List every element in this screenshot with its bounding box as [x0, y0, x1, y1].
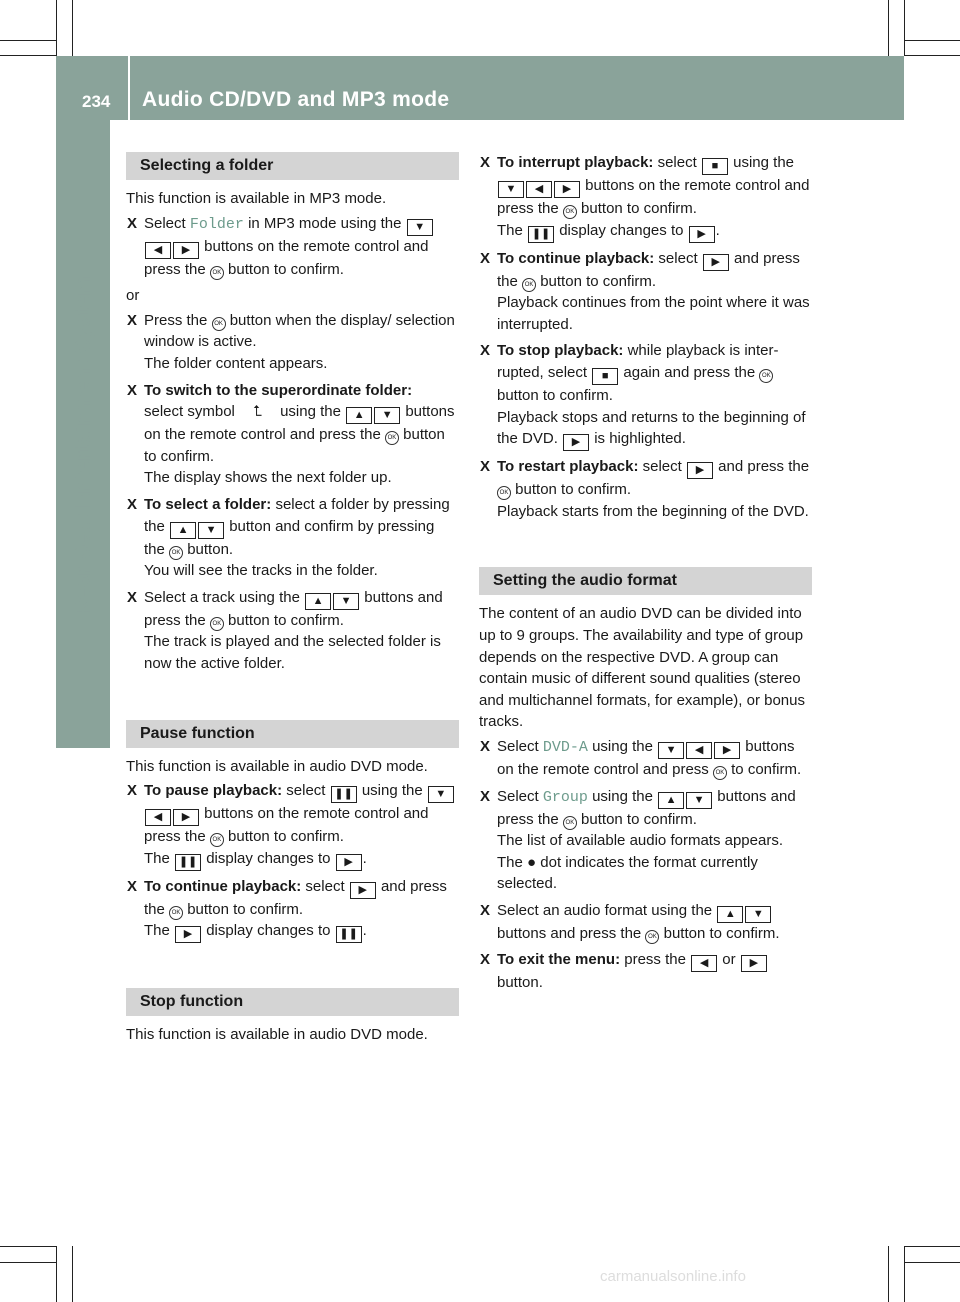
stop-key-icon: ■: [702, 158, 728, 175]
crop-mark: [904, 1246, 960, 1247]
right-key-icon: ▶: [554, 181, 580, 198]
step-text: while playback is interrupted, select: [497, 342, 779, 381]
step-title: To restart playback:: [497, 458, 639, 476]
play-key-icon: ▶: [350, 882, 376, 899]
step-result: The folder content appears.: [144, 354, 328, 372]
ok-button-icon: OK: [522, 278, 536, 292]
step-result: The list of available audio formats appears.: [497, 832, 783, 850]
pause-key-icon: ❚❚: [336, 926, 362, 943]
crop-mark: [0, 40, 56, 41]
down-key-icon: ▼: [745, 906, 771, 923]
page-number-box: [56, 56, 128, 120]
step-text: buttons and press the: [497, 924, 642, 942]
watermark: carmanualsonline.info: [600, 1268, 746, 1285]
side-section-title: Rear Seat Entertainment System: [70, 276, 95, 616]
crop-mark: [904, 40, 960, 41]
step-result: The display shows the next folder up.: [144, 469, 392, 487]
crop-mark: [888, 0, 889, 56]
step-result: The: [497, 853, 523, 871]
down-key-icon: ▼: [428, 786, 454, 803]
instruction-step: [479, 736, 812, 781]
play-key-icon: ▶: [689, 226, 715, 243]
dot-icon: ●: [527, 853, 537, 871]
step-marker-icon: X: [127, 782, 138, 800]
step-text: and press the: [144, 877, 447, 918]
play-key-icon: ▶: [175, 926, 201, 943]
step-text: select: [305, 877, 345, 895]
play-key-icon: ▶: [563, 434, 589, 451]
ok-button-icon: OK: [212, 317, 226, 331]
crop-mark: [72, 0, 73, 56]
ui-label: DVD-A: [542, 738, 588, 756]
left-key-icon: ◀: [691, 955, 717, 972]
step-text: Press the: [144, 311, 208, 329]
step-result: display changes to: [206, 922, 331, 940]
up-key-icon: ▲: [346, 407, 372, 424]
down-key-icon: ▼: [374, 407, 400, 424]
step-result: The: [144, 922, 170, 940]
up-key-icon: ▲: [170, 522, 196, 539]
crop-mark: [904, 1262, 960, 1263]
down-key-icon: ▼: [686, 792, 712, 809]
section-heading: Pause function: [126, 720, 459, 748]
instruction-step: [126, 494, 459, 582]
crop-mark: [56, 1246, 57, 1302]
section-intro: The content of an audio DVD can be divided into up to 9 groups. The availability and type of group depends on the respective DVD. A group can contain music of different sound qualities (stereo and multichannel formats, for example), or bonus tracks.: [479, 605, 805, 731]
step-result: display changes to: [559, 221, 684, 239]
step-text: button to confirm.: [515, 481, 632, 499]
crop-mark: [888, 1246, 889, 1302]
step-marker-icon: X: [480, 154, 491, 171]
step-title: To select a folder:: [144, 495, 272, 513]
step-text: or: [722, 951, 736, 969]
step-marker-icon: X: [480, 249, 491, 267]
crop-mark: [0, 1246, 56, 1247]
step-text: in MP3 mode using the: [248, 214, 402, 232]
step-result: The: [144, 849, 170, 867]
crop-mark: [72, 1246, 73, 1302]
crop-mark: [0, 1262, 56, 1263]
play-key-icon: ▶: [703, 254, 729, 271]
instruction-step: [479, 786, 812, 895]
instruction-step: [479, 340, 812, 451]
instruction-step: [126, 876, 459, 944]
right-key-icon: ▶: [173, 809, 199, 826]
ok-button-icon: OK: [210, 617, 224, 631]
step-marker-icon: X: [127, 495, 138, 513]
crop-mark: [904, 0, 905, 56]
ok-button-icon: OK: [210, 266, 224, 280]
crop-mark: [904, 1246, 905, 1302]
step-marker-icon: X: [480, 951, 491, 969]
step-result: Playback stops and returns to the beginning of the DVD.: [497, 408, 806, 448]
step-text: select symbol: [144, 403, 235, 421]
step-text: select: [658, 249, 698, 267]
pause-key-icon: ❚❚: [331, 786, 357, 803]
ok-button-icon: OK: [563, 205, 577, 219]
step-text: select a folder by pressing the: [144, 495, 450, 535]
section-intro: This function is available in audio DVD mode.: [126, 1026, 428, 1044]
step-result: The track is played and the selected folder is now the active folder.: [144, 633, 441, 672]
section-heading: Selecting a folder: [126, 152, 459, 180]
step-text: button.: [187, 540, 234, 558]
down-key-icon: ▼: [498, 181, 524, 198]
step-text: button.: [497, 974, 543, 992]
step-text: using the: [592, 737, 653, 755]
step-marker-icon: X: [127, 877, 138, 895]
step-title: To pause playback:: [144, 782, 283, 800]
play-key-icon: ▶: [336, 854, 362, 871]
left-column: [126, 152, 459, 1049]
step-title: To interrupt playback:: [497, 154, 654, 171]
step-text: using the: [592, 787, 653, 805]
ok-button-icon: OK: [210, 833, 224, 847]
step-text: Select an audio format using the: [497, 901, 713, 919]
ok-button-icon: OK: [759, 369, 773, 383]
left-key-icon: ◀: [145, 242, 171, 259]
step-title: To exit the menu:: [497, 951, 621, 969]
ok-button-icon: OK: [169, 546, 183, 560]
instruction-step: [479, 456, 812, 522]
section-heading: Setting the audio format: [479, 567, 812, 595]
down-key-icon: ▼: [198, 522, 224, 539]
folder-up-icon: ⮤: [253, 403, 262, 421]
up-key-icon: ▲: [658, 792, 684, 809]
stop-key-icon: ■: [592, 368, 618, 385]
or-text: or: [126, 287, 140, 305]
step-text: button to confirm.: [540, 272, 657, 290]
step-text: button to confirm.: [187, 900, 304, 918]
instruction-step: [479, 900, 812, 945]
ui-label: Group: [542, 788, 588, 806]
ok-button-icon: OK: [645, 930, 659, 944]
step-text: buttons on the remote control and press the: [497, 177, 810, 217]
step-text: to confirm.: [731, 760, 802, 778]
step-result: .: [362, 849, 367, 867]
ok-button-icon: OK: [497, 486, 511, 500]
play-key-icon: ▶: [687, 462, 713, 479]
step-marker-icon: X: [127, 588, 138, 606]
left-key-icon: ◀: [145, 809, 171, 826]
step-text: button to confirm.: [228, 611, 344, 629]
ok-button-icon: OK: [713, 766, 727, 780]
step-text: using the: [361, 782, 423, 800]
step-marker-icon: X: [480, 342, 491, 360]
step-text: Select a track using the: [144, 588, 300, 606]
step-text: button to confirm.: [581, 200, 697, 217]
down-key-icon: ▼: [658, 742, 684, 759]
instruction-step: [479, 152, 812, 243]
step-text: buttons on the remote control and press the: [144, 403, 455, 444]
step-text: button to confirm.: [497, 386, 613, 404]
step-text: buttons on the remote control and press the: [144, 805, 429, 846]
page-header: [56, 56, 904, 120]
step-text: press the: [624, 951, 686, 969]
step-text: button to confirm.: [228, 260, 344, 278]
left-key-icon: ◀: [526, 181, 552, 198]
step-text: button to confirm.: [228, 828, 344, 846]
step-text: button to confirm.: [581, 810, 697, 828]
section-intro: This function is available in audio DVD mode.: [126, 757, 428, 775]
step-text: Select: [144, 214, 186, 232]
crop-mark: [904, 55, 960, 56]
step-marker-icon: X: [480, 901, 491, 919]
step-marker-icon: X: [127, 214, 138, 232]
crop-mark: [0, 55, 56, 56]
step-text: Select: [497, 787, 539, 805]
step-result: Playback starts from the beginning of the DVD.: [497, 502, 809, 520]
step-text: using the: [733, 154, 795, 171]
right-column: [479, 152, 812, 999]
down-key-icon: ▼: [407, 219, 433, 236]
step-result: Playback continues from the point where it was interrupted.: [497, 294, 810, 333]
step-result: .: [362, 922, 367, 940]
pause-key-icon: ❚❚: [175, 854, 201, 871]
instruction-step: [126, 310, 459, 375]
right-key-icon: ▶: [741, 955, 767, 972]
ok-button-icon: OK: [563, 816, 577, 830]
step-result: display changes to: [206, 849, 331, 867]
step-text: select: [286, 782, 326, 800]
step-marker-icon: X: [480, 787, 491, 805]
down-key-icon: ▼: [333, 593, 359, 610]
right-key-icon: ▶: [173, 242, 199, 259]
step-result: You will see the tracks in the folder.: [144, 562, 378, 580]
instruction-step: [126, 587, 459, 675]
step-title: To continue playback:: [144, 877, 302, 895]
instruction-step: [479, 949, 812, 994]
step-text: and press the: [718, 458, 810, 476]
step-result: .: [715, 221, 720, 239]
step-text: again and press the: [623, 363, 756, 381]
step-result: is highlighted.: [594, 430, 686, 448]
step-text: buttons on the remote control and press the: [144, 237, 429, 278]
step-text: and press the: [497, 249, 800, 290]
header-divider: [128, 56, 130, 120]
pause-key-icon: ❚❚: [528, 226, 554, 243]
instruction-step: [126, 380, 459, 489]
step-marker-icon: X: [127, 381, 138, 399]
section-intro: This function is available in MP3 mode.: [126, 190, 387, 207]
step-result: dot indicates the format currently selected.: [497, 853, 758, 893]
step-text: button to confirm.: [144, 426, 445, 465]
step-text: buttons on the remote control and press: [497, 737, 795, 778]
step-text: Select: [497, 737, 539, 755]
crop-mark: [56, 0, 57, 56]
page-number: 234: [82, 92, 111, 111]
step-marker-icon: X: [480, 458, 491, 476]
up-key-icon: ▲: [717, 906, 743, 923]
step-marker-icon: X: [480, 737, 491, 755]
step-marker-icon: X: [127, 311, 138, 329]
left-key-icon: ◀: [686, 742, 712, 759]
instruction-step: [126, 213, 459, 281]
ok-button-icon: OK: [385, 431, 399, 445]
up-key-icon: ▲: [305, 593, 331, 610]
page-title: Audio CD/DVD and MP3 mode: [142, 88, 450, 111]
instruction-step: [479, 248, 812, 336]
instruction-step: [126, 780, 459, 871]
step-title: To switch to the superordinate folder:: [144, 381, 413, 399]
step-text: using the: [280, 403, 341, 421]
step-title: To continue playback:: [497, 249, 655, 267]
step-text: button and confirm by pressing the: [144, 517, 435, 558]
right-key-icon: ▶: [714, 742, 740, 759]
step-text: select: [657, 154, 697, 171]
ui-label: Folder: [189, 215, 244, 233]
section-heading: Stop function: [126, 988, 459, 1016]
ok-button-icon: OK: [169, 906, 183, 920]
step-text: button when the display/ selection window is active.: [144, 311, 455, 351]
step-text: buttons and press the: [497, 787, 796, 828]
step-title: To stop playback:: [497, 342, 624, 360]
step-result: The: [497, 221, 523, 239]
step-text: select: [642, 458, 682, 476]
step-text: button to confirm.: [663, 924, 780, 942]
step-text: buttons and press the: [144, 588, 443, 629]
